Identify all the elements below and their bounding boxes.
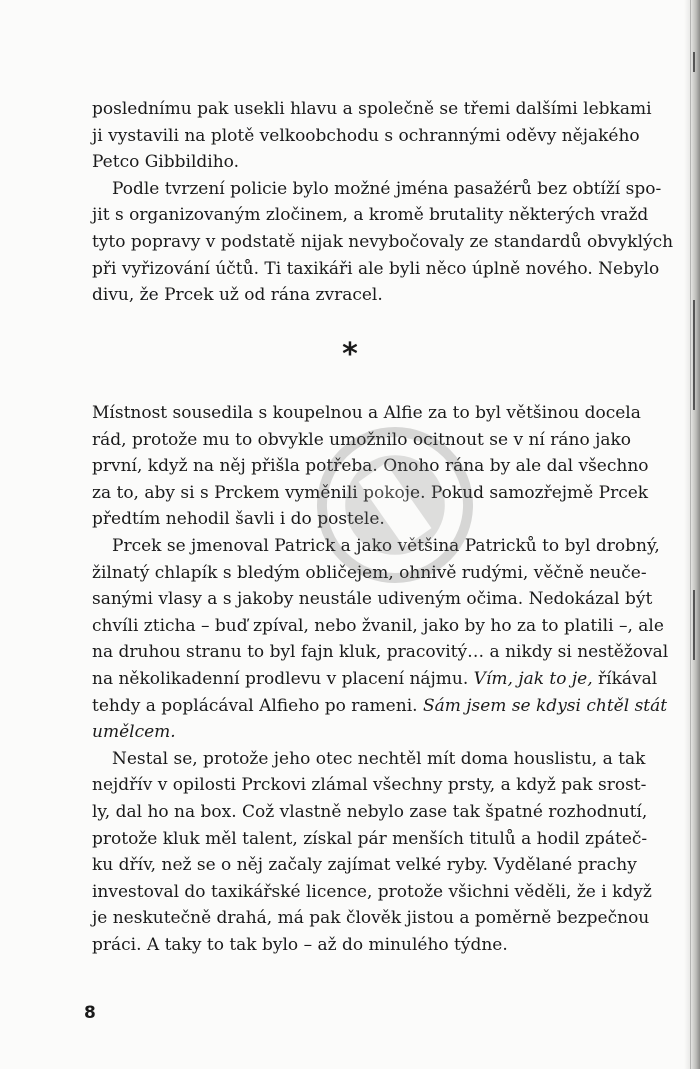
text-line: rád, protože mu to obvykle umožnilo ocitnout se v ní ráno jako (92, 429, 632, 450)
text-line: Petco Gibbildiho. (92, 152, 239, 173)
text-line: chvíli zticha – buď zpíval, nebo žvanil, jako by ho za to platili –, ale (92, 615, 664, 636)
text-line: tyto popravy v podstatě nijak nevybočovaly ze standardů obvyklých (92, 231, 674, 252)
text-line (92, 693, 668, 720)
text-line: divu, že Prcek už od rána zvracel. (92, 285, 383, 306)
italic-span: Sám jsem se kdysi chtěl stát (422, 695, 668, 716)
text-line: Místnost sousedila s koupelnou a Alfie za to byl většinou docela (92, 403, 641, 423)
text-line: první, když na něj přišla potřeba. Onoho rána by ale dal všechno (92, 456, 649, 477)
text-line (92, 666, 658, 693)
text-line: investoval do taxikářské licence, protože všichni věděli, že i když (92, 881, 652, 902)
edge-mark (693, 590, 695, 660)
text-span: na několikadenní prodlevu v placení nájmu. (92, 668, 474, 689)
text-line: jit s organizovaným zločinem, a kromě brutality některých vražd (92, 205, 649, 226)
text-span: říkával (592, 668, 658, 689)
text-line: Podle tvrzení policie bylo možné jména pasažérů bez obtíží spo- (112, 178, 662, 199)
text-line: předtím nehodil šavli i do postele. (92, 509, 385, 530)
text-line: při vyřizování účtů. Ti taxikáři ale byli něco úplně nového. Nebylo (92, 258, 660, 279)
text-line: ku dřív, než se o něj začaly zajímat velké ryby. Vydělané prachy (92, 855, 637, 876)
text-line: sanými vlasy a s jakoby neustále udiveným očima. Nedokázal být (92, 589, 653, 610)
text-line: je neskutečně drahá, má pak člověk jistou a poměrně bezpečnou (92, 908, 650, 929)
text-line: žilnatý chlapík s bledým obličejem, ohnivě rudými, věčně neuče- (92, 562, 647, 583)
text-line: práci. A taky to tak bylo – až do minulého týdne. (92, 934, 508, 955)
section-separator: * (342, 337, 358, 372)
text-line: na druhou stranu to byl fajn kluk, pracovitý… a nikdy si nestěžoval (92, 642, 669, 663)
text-line: nejdřív v opilosti Prckovi zlámal všechny prsty, a když pak srost- (92, 775, 647, 796)
edge-mark (693, 52, 695, 72)
text-line: za to, aby si s Prckem vyměnili pokoje. Pokud samozřejmě Prcek (92, 482, 649, 503)
text-line: umělcem. (92, 722, 176, 743)
text-line: Prcek se jmenoval Patrick a jako většina Patricků to byl drobný, (112, 535, 660, 556)
text-line: ji vystavili na plotě velkoobchodu s ochrannými oděvy nějakého (92, 125, 640, 146)
page-edge-shadow (684, 0, 700, 1069)
page-number: 8 (84, 1003, 96, 1023)
italic-span: Vím, jak to je, (473, 668, 593, 689)
text-span: tehdy a poplácával Alfieho po rameni. (92, 695, 423, 716)
text-line: Nestal se, protože jeho otec nechtěl mít doma houslistu, a tak (112, 748, 646, 769)
paragraph-block-2 (92, 400, 669, 958)
text-line: poslednímu pak usekli hlavu a společně se třemi dalšími lebkami (92, 99, 652, 119)
text-line: ly, dal ho na box. Což vlastně nebylo zase tak špatné rozhodnutí, (92, 801, 648, 822)
page-edge-line (690, 0, 691, 1069)
paragraph-block-1 (92, 96, 674, 309)
text-line: protože kluk měl talent, získal pár menších titulů a hodil zpáteč- (92, 828, 648, 849)
